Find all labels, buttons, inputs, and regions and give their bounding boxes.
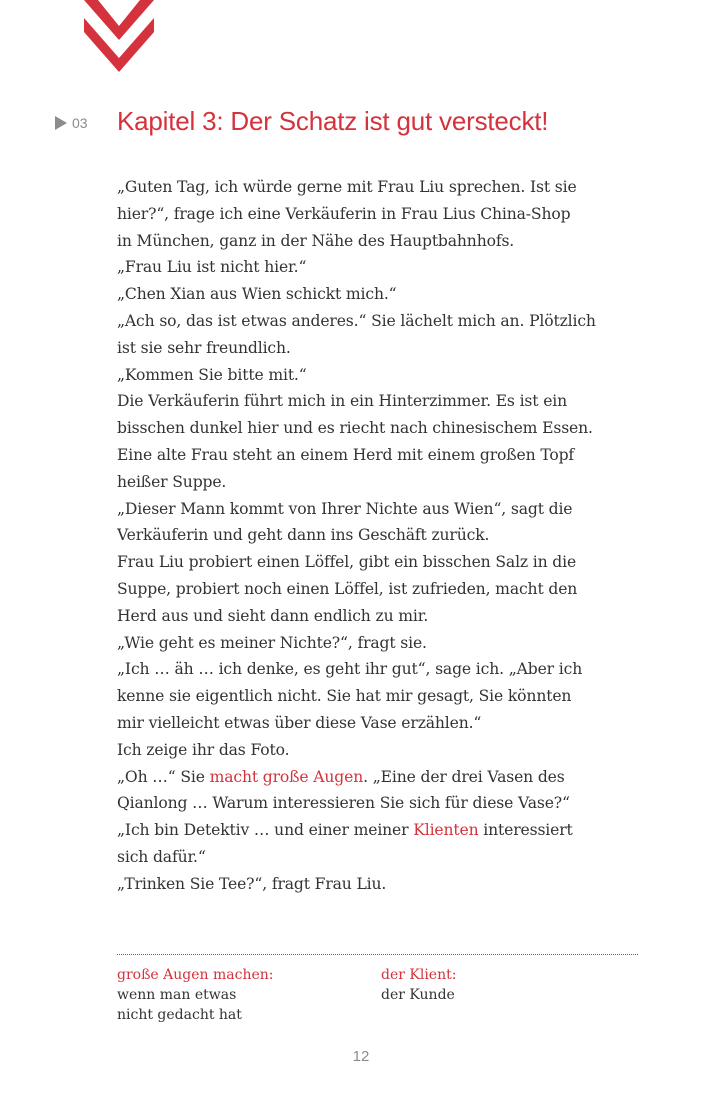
text-line: Herd aus und sieht dann endlich zu mir. bbox=[117, 606, 429, 625]
chapter-title: Kapitel 3: Der Schatz ist gut versteckt! bbox=[117, 106, 549, 136]
glossary-term: große Augen machen: bbox=[117, 967, 274, 983]
text-line: „Guten Tag, ich würde gerne mit Frau Liu sprechen. Ist sie bbox=[117, 178, 577, 196]
glossary-definition: nicht gedacht hat bbox=[117, 1007, 242, 1023]
text-line: ist sie sehr freundlich. bbox=[117, 338, 291, 357]
text-line: hier?“, frage ich eine Verkäuferin in Frau Lius China-Shop bbox=[117, 204, 571, 223]
glossary-definition: wenn man etwas bbox=[117, 987, 237, 1003]
glossary-definition: der Kunde bbox=[381, 987, 455, 1003]
text-segment: interessiert bbox=[478, 821, 573, 840]
text-line: „Frau Liu ist nicht hier.“ bbox=[117, 258, 307, 277]
text-line: heißer Suppe. bbox=[117, 472, 227, 491]
text-line bbox=[117, 817, 622, 844]
text-line: bisschen dunkel hier und es riecht nach chinesischem Essen. bbox=[117, 419, 593, 438]
text-line: „Dieser Mann kommt von Ihrer Nichte aus Wien“, sagt die bbox=[117, 499, 573, 518]
text-segment: . „Eine der drei Vasen des bbox=[363, 767, 565, 786]
chapter-marker bbox=[55, 115, 88, 131]
glossary-divider bbox=[117, 954, 638, 955]
text-line: Frau Liu probiert einen Löffel, gibt ein bisschen Salz in die bbox=[117, 553, 577, 572]
chapter-number: 03 bbox=[72, 115, 88, 131]
text-line: „Ach so, das ist etwas anderes.“ Sie lächelt mich an. Plötzlich bbox=[117, 311, 596, 330]
story-text bbox=[117, 174, 622, 898]
glossary-term-link: Klienten bbox=[413, 821, 479, 840]
chevron-down-logo-icon bbox=[84, 0, 154, 72]
text-line: „Ich … äh … ich denke, es geht ihr gut“, sage ich. „Aber ich bbox=[117, 660, 583, 679]
text-line: Eine alte Frau steht an einem Herd mit einem großen Topf bbox=[117, 445, 575, 464]
play-triangle-icon bbox=[55, 116, 67, 130]
text-line bbox=[117, 764, 622, 791]
page-number: 12 bbox=[352, 1048, 370, 1065]
glossary-entry bbox=[117, 965, 274, 1025]
glossary-entry bbox=[381, 965, 456, 1005]
text-line: „Wie geht es meiner Nichte?“, fragt sie. bbox=[117, 633, 427, 652]
text-line: „Trinken Sie Tee?“, fragt Frau Liu. bbox=[117, 874, 387, 893]
text-line: kenne sie eigentlich nicht. Sie hat mir gesagt, Sie könnten bbox=[117, 687, 572, 706]
text-line: Verkäuferin und geht dann ins Geschäft zurück. bbox=[117, 526, 490, 545]
text-line: Suppe, probiert noch einen Löffel, ist zufrieden, macht den bbox=[117, 579, 578, 598]
text-line: „Kommen Sie bitte mit.“ bbox=[117, 365, 307, 384]
text-line: Qianlong … Warum interessieren Sie sich für diese Vase?“ bbox=[117, 794, 570, 813]
glossary-term-link: macht große Augen bbox=[209, 767, 364, 786]
glossary-term: der Klient: bbox=[381, 967, 457, 983]
text-segment: „Oh …“ Sie bbox=[117, 767, 210, 786]
text-line: Die Verkäuferin führt mich in ein Hinterzimmer. Es ist ein bbox=[117, 392, 568, 411]
text-line: mir vielleicht etwas über diese Vase erzählen.“ bbox=[117, 713, 482, 732]
text-line: Ich zeige ihr das Foto. bbox=[117, 740, 290, 759]
text-segment: „Ich bin Detektiv … und einer meiner bbox=[117, 821, 414, 840]
text-line: sich dafür.“ bbox=[117, 847, 206, 866]
text-line: „Chen Xian aus Wien schickt mich.“ bbox=[117, 285, 397, 304]
text-line: in München, ganz in der Nähe des Hauptbahnhofs. bbox=[117, 231, 515, 250]
